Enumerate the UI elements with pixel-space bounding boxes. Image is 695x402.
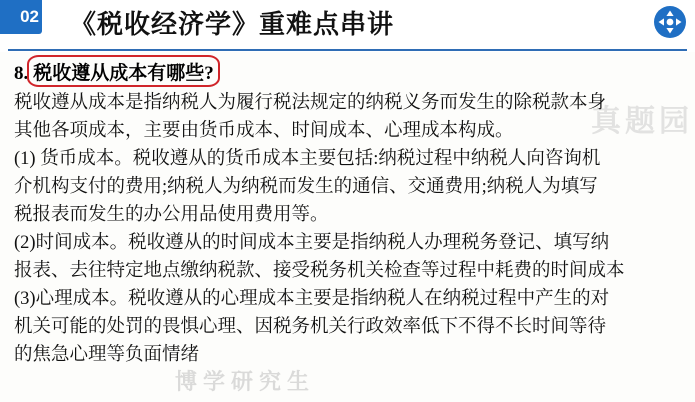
question-heading: [14, 58, 686, 85]
body-line: (2)时间成本。税收遵从的时间成本主要是指纳税人办理税务登记、填写纳: [14, 233, 610, 253]
slide-body: [14, 58, 686, 369]
body-line: (3)心理成本。税收遵从的心理成本主要是指纳税人在纳税过程中产生的对: [14, 289, 610, 309]
body-line: 的焦急心理等负面情绪: [14, 345, 200, 365]
body-line: 其他各项成本，主要由货币成本、时间成本、心理成本构成。: [14, 121, 514, 141]
body-line: 机关可能的处罚的畏惧心理、因税务机关行政效率低下不得不长时间等待: [14, 317, 607, 337]
body-line: 报表、去往特定地点缴纳税款、接受税务机关检查等过程中耗费的时间成本: [14, 261, 625, 281]
watermark-bottom: 博学研究生: [175, 369, 316, 394]
body-line: 税收遵从成本是指纳税人为履行税法规定的纳税义务而发生的除税款本身: [14, 93, 607, 113]
slide-header: [0, 0, 695, 52]
body-line: (1) 货币成本。税收遵从的货币成本主要包括:纳税过程中纳税人向咨询机: [14, 149, 601, 169]
body-line: 税报表而发生的办公用品使用费用等。: [14, 205, 329, 225]
watermark-right: 真题园: [591, 105, 693, 138]
question-number: 8.: [14, 63, 29, 84]
header-divider: [8, 49, 687, 51]
page-number-badge: 02: [0, 0, 42, 34]
page-title: 《税收经济学》重难点串讲: [70, 10, 395, 39]
question-text-highlighted: 税收遵从成本有哪些?: [30, 58, 217, 85]
flower-logo-icon: [653, 5, 687, 39]
body-line: 介机构支付的费用;纳税人为纳税而发生的通信、交通费用;纳税人为填写: [14, 177, 598, 197]
